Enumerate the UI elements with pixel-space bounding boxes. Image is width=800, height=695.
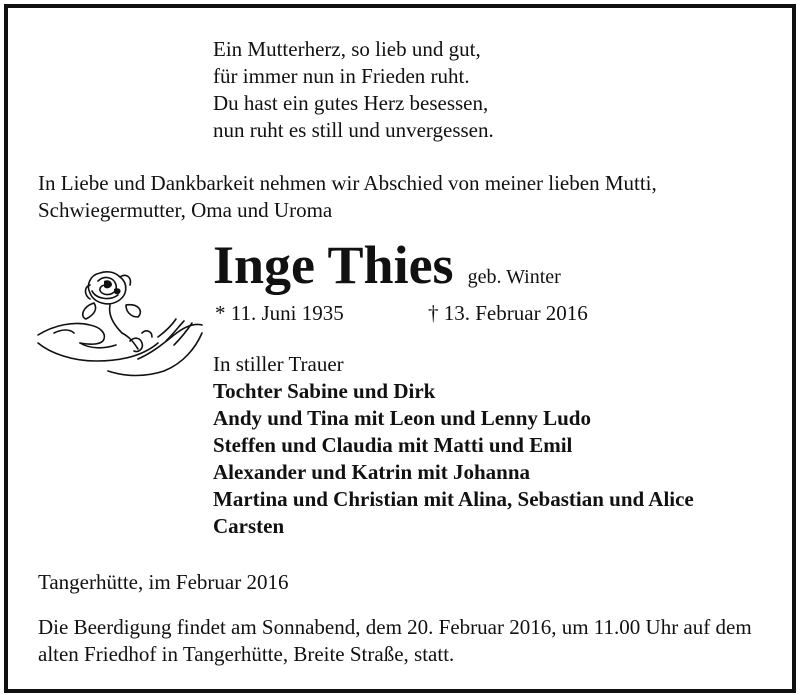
deceased-name-row	[213, 234, 561, 296]
poem	[213, 36, 494, 144]
maiden-name: geb. Winter	[467, 266, 561, 288]
family-line: Alexander und Katrin mit Johanna	[213, 460, 530, 484]
birth-date: * 11. Juni 1935	[215, 301, 344, 325]
family-line: Steffen und Claudia mit Matti und Emil	[213, 433, 573, 457]
poem-line: für immer nun in Frieden ruht.	[213, 64, 470, 88]
place-date: Tangerhütte, im Februar 2016	[38, 570, 289, 594]
poem-line: Du hast ein gutes Herz besessen,	[213, 91, 489, 115]
family-line: Martina und Christian mit Alina, Sebastian und Alice	[213, 487, 694, 511]
mourners-block	[213, 351, 694, 540]
family-line: Carsten	[213, 514, 285, 538]
funeral-info: Die Beerdigung findet am Sonnabend, dem 20. Februar 2016, um 11.00 Uhr auf dem alten Friedhof in Tangerhütte, Breite Straße, statt.	[38, 615, 752, 666]
poem-line: Ein Mutterherz, so lieb und gut,	[213, 37, 481, 61]
family-line: Tochter Sabine und Dirk	[213, 379, 436, 403]
rose-in-hands-icon	[34, 263, 206, 381]
intro-text: In Liebe und Dankbarkeit nehmen wir Abschied von meiner lieben Mutti, Schwiegermutter, Oma und Uroma	[38, 171, 657, 222]
death-date: † 13. Februar 2016	[428, 301, 588, 325]
poem-line: nun ruht es still und unvergessen.	[213, 118, 494, 142]
family-line: Andy und Tina mit Leon und Lenny Ludo	[213, 406, 591, 430]
deceased-name: Inge Thies	[213, 235, 454, 295]
obituary-frame	[4, 4, 796, 693]
mourning-heading: In stiller Trauer	[213, 352, 344, 376]
